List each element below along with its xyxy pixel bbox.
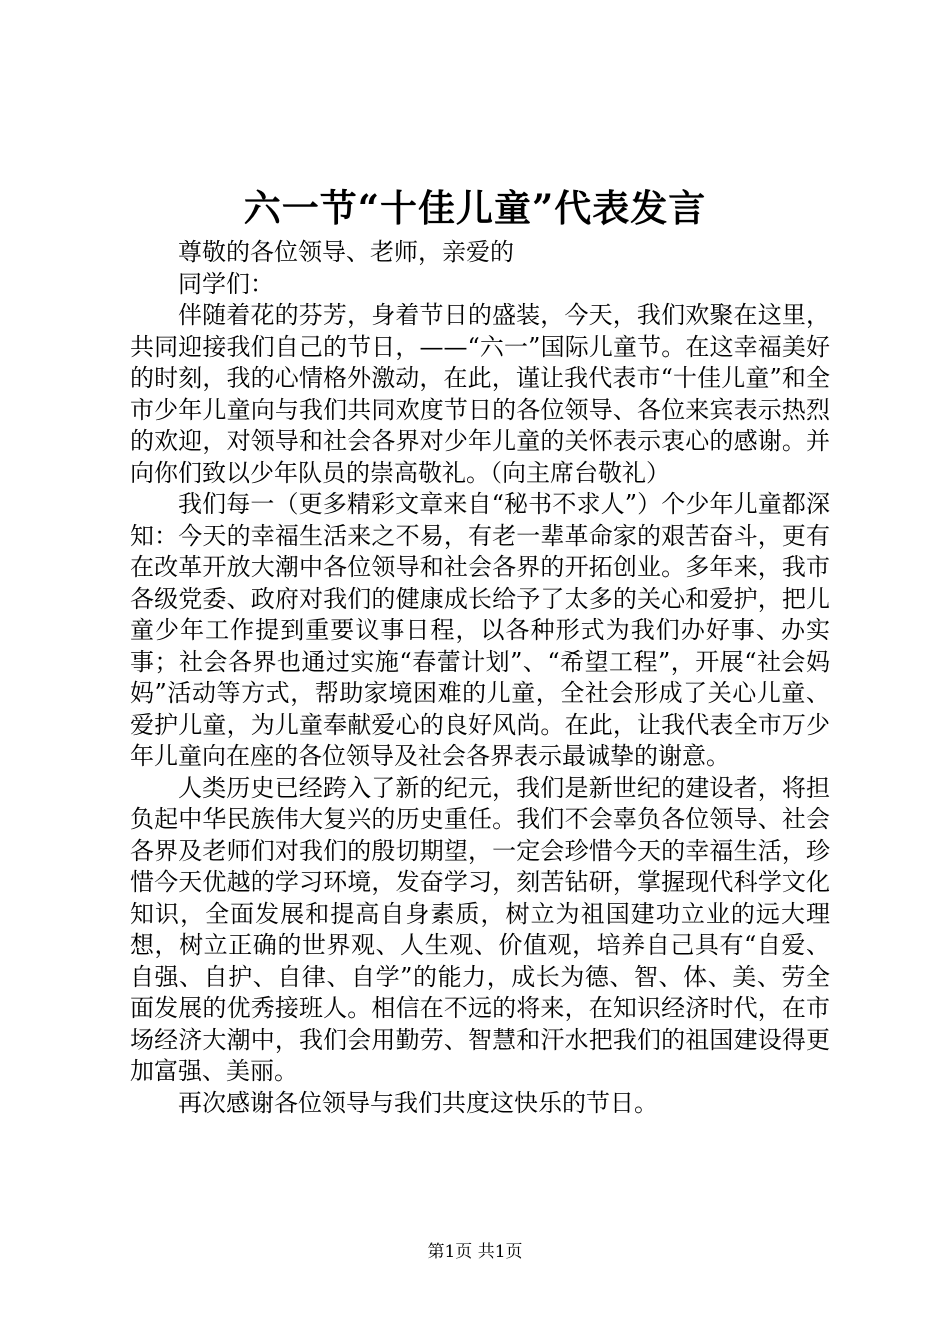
paragraph-4: 再次感谢各位领导与我们共度这快乐的节日。: [178, 1088, 658, 1117]
paragraph-2: 我们每一（更多精彩文章来自“秘书不求人”）个少年儿童都深知：今天的幸福生活来之不易，有老一辈革命家的艰苦奋斗，更有在改革开放大潮中各位领导和社会各界的开拓创业。多年来，我市各级党委、政府对我们的健康成长给予了太多的关心和爱护，把儿童少年工作提到重要议事日程，以各种形式为我们办好事、办实事；社会各界也通过实施“春蕾计划”、“希望工程”，开展“社会妈妈”活动等方式，帮助家境困难的儿童，全社会形成了关心儿童、爱护儿童，为儿童奉献爱心的良好风尚。在此，让我代表全市万少年儿童向在座的各位领导及社会各界表示最诚挚的谢意。: [130, 490, 830, 770]
document-body: [130, 237, 830, 1119]
document-title: 六一节“十佳儿童”代表发言: [243, 186, 707, 230]
paragraph-3: 人类历史已经跨入了新的纪元，我们是新世纪的建设者，将担负起中华民族伟大复兴的历史重任。我们不会辜负各位领导、社会各界及老师们对我们的殷切期望，一定会珍惜今天的幸福生活，珍惜今天优越的学习环境，发奋学习，刻苦钻研，掌握现代科学文化知识，全面发展和提高自身素质，树立为祖国建功立业的远大理想，树立正确的世界观、人生观、价值观，培养自己具有“自爱、自强、自护、自律、自学”的能力，成长为德、智、体、美、劳全面发展的优秀接班人。相信在不远的将来，在知识经济时代，在市场经济大潮中，我们会用勤劳、智慧和汗水把我们的祖国建设得更加富强、美丽。: [130, 773, 830, 1085]
page-footer: 第1页 共1页: [427, 1242, 523, 1262]
paragraph-1: 伴随着花的芬芳，身着节日的盛装，今天，我们欢聚在这里，共同迎接我们自己的节日，——“六一”国际儿童节。在这幸福美好的时刻，我的心情格外激动，在此，谨让我代表市“十佳儿童”和全市少年儿童向与我们共同欢度节日的各位领导、各位来宾表示热烈的欢迎，对领导和社会各界对少年儿童的关怀表示衷心的感谢。并向你们致以少年队员的崇高敬礼。（向主席台敬礼）: [130, 301, 830, 487]
salutation-line-1: 尊敬的各位领导、老师，亲爱的: [178, 238, 514, 266]
salutation-line-2: 同学们：: [178, 269, 274, 298]
